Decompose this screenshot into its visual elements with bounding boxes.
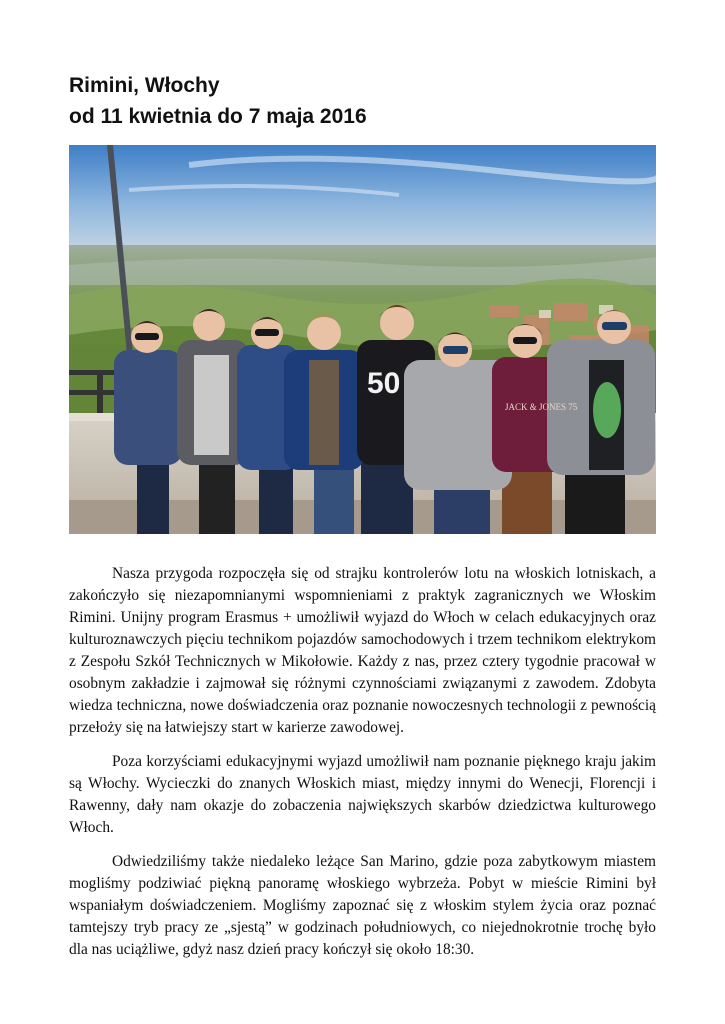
paragraph: Nasza przygoda rozpoczęła się od strajku kontrolerów lotu na włoskich lotniskach, a zakończyło się niezapomnianymi wspomnieniami z praktyk zagranicznych we Włoskim Rimini. Unijny program Erasmus + umożliwił wyjazd do Włoch w celach edukacyjnych oraz kulturoznawczych pięciu technikom pojazdów samochodowych i trzem technikom elektrykom z Zespołu Szkół Technicznych w Mikołowie. Każdy z nas, przez cztery tygodnie pracował w osobnym zakładzie i zajmował się różnymi czynnościami związanymi z zawodem. Zdobyta wiedza techniczna, nowe doświadczenia oraz poznanie nowoczesnych technologii z pewnością przełoży się na łatwiejszy start w karierze zawodowej. xyxy=(69,565,656,736)
shirt-print-jack-jones: JACK & JONES 75 xyxy=(505,402,578,412)
article-body xyxy=(69,563,656,973)
paragraph: Poza korzyściami edukacyjnymi wyjazd umożliwił nam poznanie pięknego kraju jakim są Włochy. Wycieczki do znanych Włoskich miast, między innymi do Wenecji, Florencji i Rawenny, dały nam okazje do zobaczenia największych skarbów dziedzictwa kulturowego Włoch. xyxy=(69,753,656,836)
shirt-print-50: 50 xyxy=(367,367,401,400)
paragraph: Odwiedziliśmy także niedaleko leżące San Marino, gdzie poza zabytkowym miastem mogliśmy podziwiać piękną panoramę włoskiego wybrzeża. Pobyt w mieście Rimini był wspaniałym doświadczeniem. Mogliśmy zapoznać się z włoskim stylem życia oraz poznać tamtejszy tryb pracy ze „sjestą” w godzinach południowych, co niejednokrotnie trochę było dla nas uciążliwe, gdyż nasz dzień pracy kończył się około 18:30. xyxy=(69,853,656,958)
title-line-2: od 11 kwietnia do 7 maja 2016 xyxy=(69,105,367,128)
page-title xyxy=(69,70,367,132)
title-line-1: Rimini, Włochy xyxy=(69,74,220,97)
group-photo xyxy=(69,145,656,534)
